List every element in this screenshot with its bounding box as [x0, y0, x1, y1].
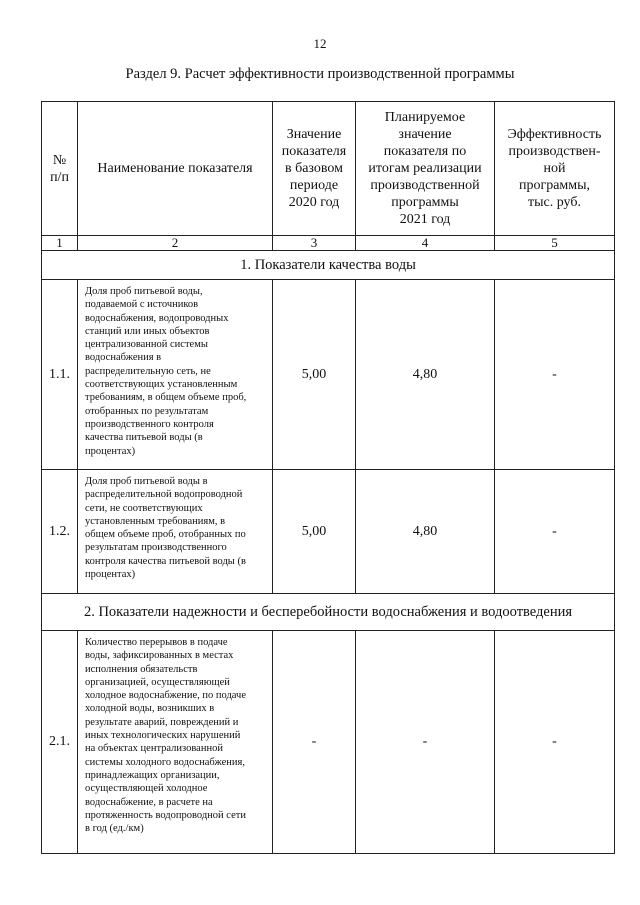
column-number-row: [42, 236, 615, 251]
plan-value: 4,80: [356, 280, 495, 470]
plan-value: -: [356, 631, 495, 854]
column-number: 1: [42, 236, 78, 251]
plan-value: 4,80: [356, 470, 495, 594]
base-value: -: [273, 631, 356, 854]
table-row: [42, 280, 615, 470]
column-number: 3: [273, 236, 356, 251]
section-title: Раздел 9. Расчет эффективности производственной программы: [125, 66, 515, 82]
efficiency-value: -: [495, 631, 615, 854]
row-number: 1.1.: [42, 280, 78, 470]
group-title-reliability: 2. Показатели надежности и бесперебойности водоснабжения и водоотведения: [42, 594, 615, 631]
indicator-name: Доля проб питьевой воды в распределительной водопроводной сети, не соответствующих установленным требованиям, в общем объеме проб, отобранных по результатам производственного контроля качества питьевой воды (в процентах): [78, 470, 273, 594]
header-cell-efficiency: Эффективность производствен- ной программы, тыс. руб.: [495, 102, 615, 236]
header-cell-name: Наименование показателя: [78, 102, 273, 236]
indicator-name: Доля проб питьевой воды, подаваемой с источников водоснабжения, водопроводных станций или иных объектов централизованной системы водоснабжения в распределительную сеть, не соответствующих установленным требованиям, в общем объеме проб, отобранных по результатам производственного контроля качества питьевой воды (в процентах): [78, 280, 273, 470]
group-header-row: [42, 251, 615, 280]
group-header-row: [42, 594, 615, 631]
efficiency-table: [41, 101, 615, 854]
row-number: 2.1.: [42, 631, 78, 854]
header-cell-number: № п/п: [42, 102, 78, 236]
efficiency-value: -: [495, 280, 615, 470]
table-row: [42, 470, 615, 594]
column-number: 2: [78, 236, 273, 251]
group-title-water-quality: 1. Показатели качества воды: [42, 251, 615, 280]
table-row: [42, 631, 615, 854]
header-cell-base: Значение показателя в базовом периоде 2020 год: [273, 102, 356, 236]
base-value: 5,00: [273, 280, 356, 470]
base-value: 5,00: [273, 470, 356, 594]
efficiency-value: -: [495, 470, 615, 594]
column-number: 4: [356, 236, 495, 251]
header-row: [42, 102, 615, 236]
column-number: 5: [495, 236, 615, 251]
indicator-name: Количество перерывов в подаче воды, зафиксированных в местах исполнения обязательств организацией, осуществляющей холодное водоснабжение, по подаче холодной воды, возникших в результате аварий, повреждений и иных технологических нарушений на объектах централизованной системы холодного водоснабжения, принадлежащих организации, осуществляющей холодное водоснабжение, в расчете на протяженность водопроводной сети в год (ед./км): [78, 631, 273, 854]
row-number: 1.2.: [42, 470, 78, 594]
header-cell-plan: Планируемое значение показателя по итогам реализации производственной программы 2021 год: [356, 102, 495, 236]
page-number: 12: [313, 36, 327, 51]
